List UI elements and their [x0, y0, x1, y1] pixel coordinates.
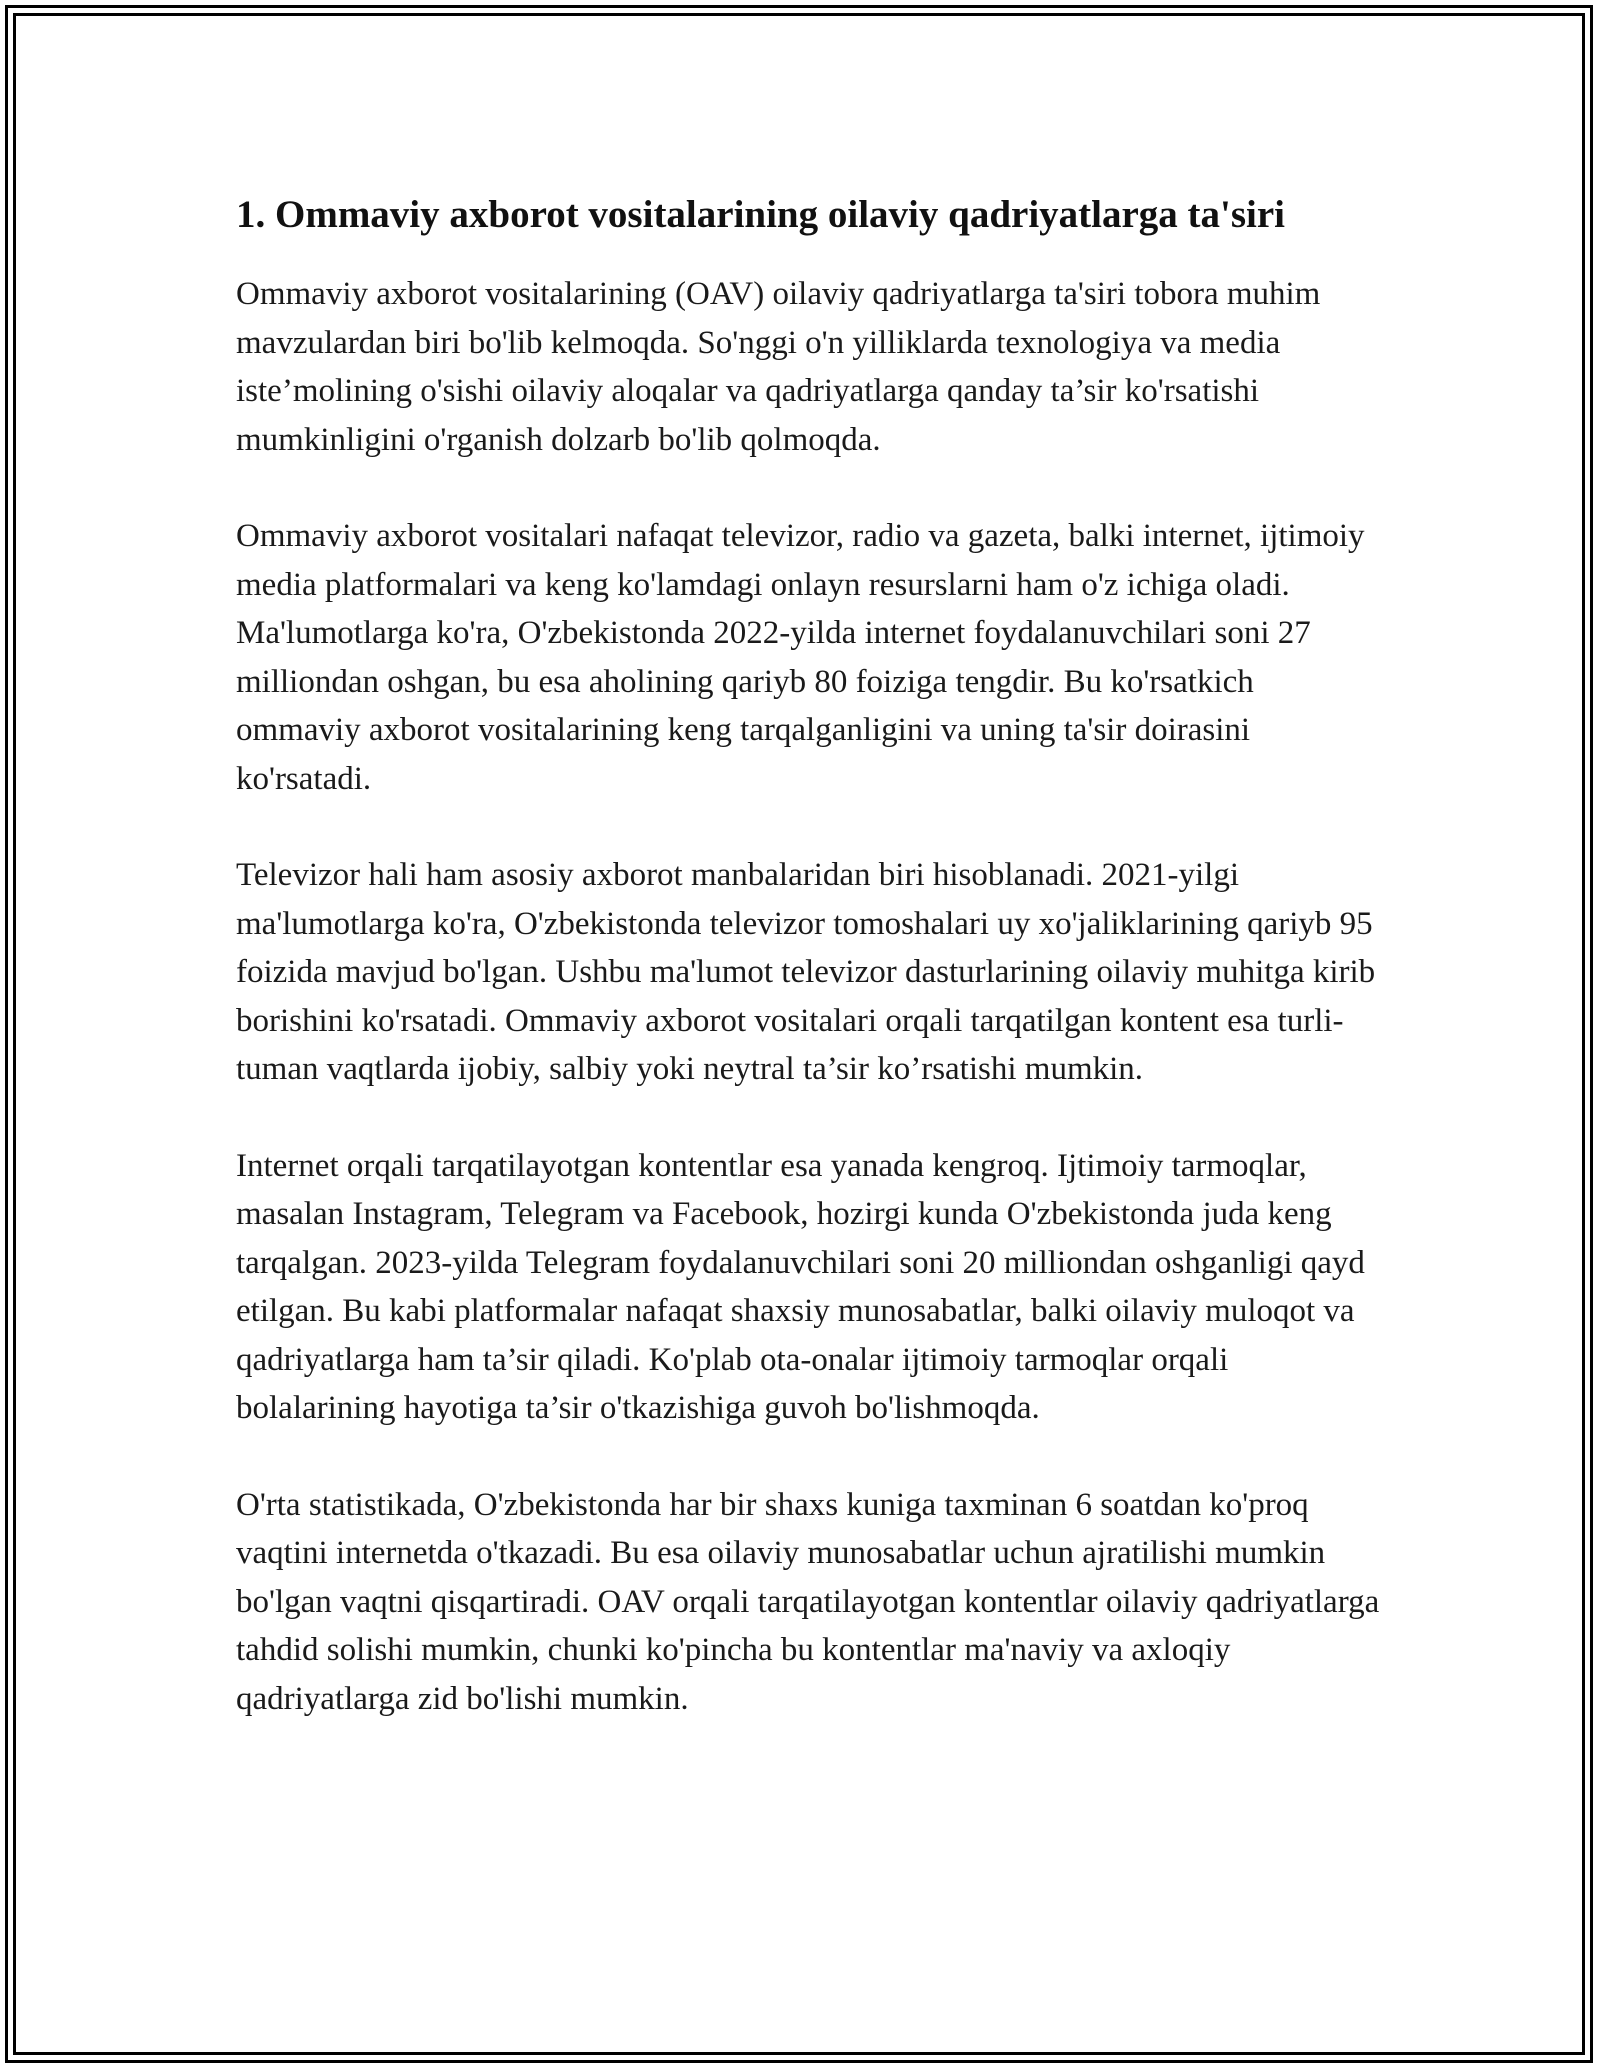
section-heading: 1. Ommaviy axborot vositalarining oilaviy qadriyatlarga ta's​iri	[236, 193, 1286, 236]
paragraph-4: Internet orqali tarqatilayotgan kontentlar esa yanada kengroq. Ijtimoiy tarmoqlar, masalan Instagram, Telegram va Facebook, hozirgi kunda O'zbekistonda juda keng tarqalgan. 2023-yilda Telegram foydalanuvchilari soni 20 milliondan oshganligi qayd etilgan. Bu kabi platformalar nafaqat shaxsiy munosabatlar, balki oilaviy muloqot va qadriyatlarga ham ta’sir qiladi. Ko'plab ota-onalar ijtimoiy tarmoqlar orqali bolalarining hayotiga ta’sir o'tkazishiga guvoh bo'lishmoqda.	[236, 1147, 1365, 1426]
document-body	[236, 182, 1386, 1723]
paragraph-2: Ommaviy axborot vositalari nafaqat televizor, radio va gazeta, balki internet, ijtimoiy media platformalari va keng ko'lamdagi onlayn resurslarni ham o'z ichiga oladi. Ma'lumotlarga ko'ra, O'zbekistonda 2022-yilda internet foydalanuvchilari soni 27 milliondan oshgan, bu esa aholining qariyb 80 foiziga tengdir. Bu ko'rsatkich ommaviy axborot vositalarining keng tarqalganligini va uning ta'sir doirasini ko'rsatadi.	[236, 518, 1365, 797]
paragraph-1: Ommaviy axborot vositalarining (OAV) oilaviy qadriyatlarga ta'siri tobora muhim mavzulardan biri bo'lib kelmoqda. So'nggi o'n yilliklarda texnologiya va media iste’molining o'sishi oilaviy aloqalar va qadriyatlarga qanday ta’sir ko'rsatishi mumkinligini o'rganish dolzarb bo'lib qolmoqda.	[236, 276, 1321, 458]
paragraph-3: Televizor hali ham asosiy axborot manbalaridan biri hisoblanadi. 2021-yilgi ma'lumotlarga ko'ra, O'zbekistonda televizor tomoshalari uy xo'jaliklarining qariyb 95 foizida mavjud bo'lgan. Ushbu ma'lumot televizor dasturlarining oilaviy muhitga kirib borishini ko'rsatadi. Ommaviy axborot vositalari orqali tarqatilgan kontent esa turli-tuman vaqtlarda ijobiy, salbiy yoki neytral ta’sir ko’rsatishi mumkin.	[236, 857, 1376, 1087]
paragraph-5: O'rta statistikada, O'zbekistonda har bir shaxs kuniga taxminan 6 soatdan ko'proq vaqtini internetda o'tkazadi. Bu esa oilaviy munosabatlar uchun ajratilishi mumkin bo'lgan vaqtni qisqartiradi. OAV orqali tarqatilayotgan kontentlar oilaviy qadriyatlarga tahdid solishi mumkin, chunki ko'pincha bu kontentlar ma'naviy va axloqiy qadriyatlarga zid bo'lishi mumkin.	[236, 1486, 1380, 1717]
